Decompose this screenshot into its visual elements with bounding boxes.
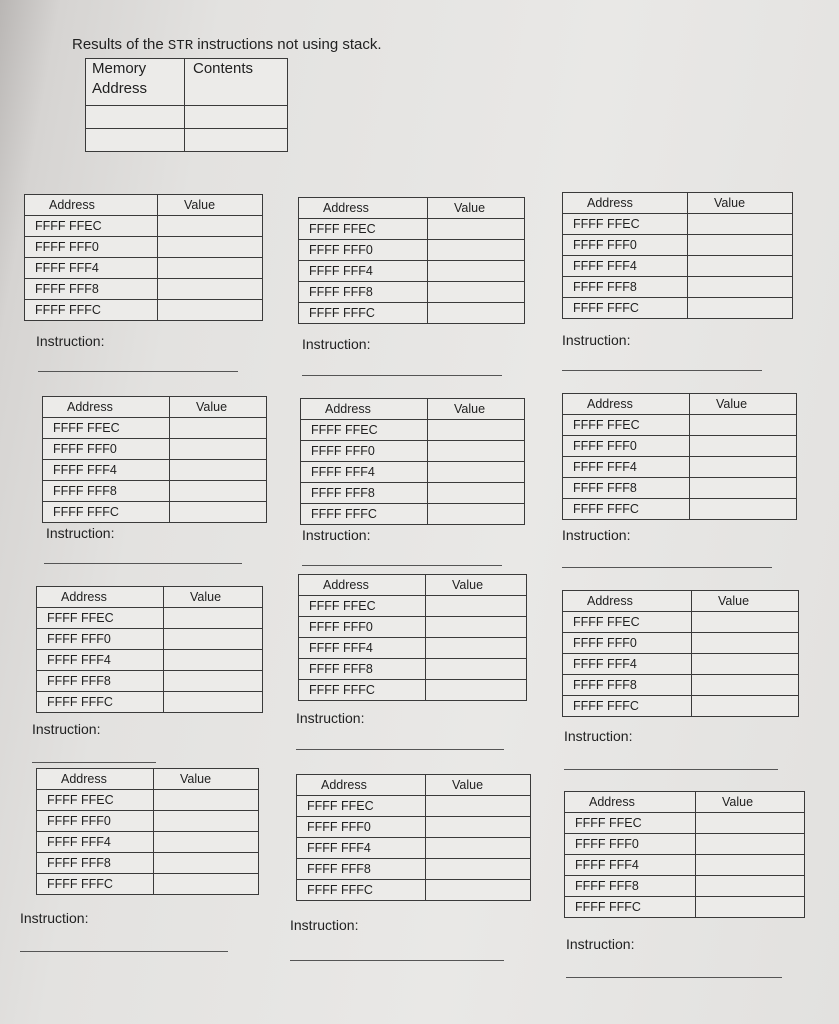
address-value-table-12 bbox=[564, 791, 805, 918]
instruction-answer-line[interactable] bbox=[566, 977, 782, 978]
address-header: Address bbox=[301, 399, 428, 420]
address-cell: FFFF FFFC bbox=[37, 692, 164, 713]
address-cell: FFFF FFEC bbox=[563, 415, 690, 436]
value-cell[interactable] bbox=[690, 436, 797, 457]
address-value-table-7 bbox=[36, 586, 263, 713]
instruction-answer-line[interactable] bbox=[44, 563, 242, 564]
address-cell: FFFF FFF8 bbox=[299, 282, 428, 303]
value-cell[interactable] bbox=[692, 612, 799, 633]
value-header: Value bbox=[170, 397, 267, 418]
page-heading: Results of the STR instructions not using stack. bbox=[72, 36, 382, 54]
address-value-table-10 bbox=[36, 768, 259, 895]
value-header: Value bbox=[164, 587, 263, 608]
instruction-label: Instruction: bbox=[296, 710, 365, 726]
value-cell[interactable] bbox=[426, 638, 527, 659]
value-cell[interactable] bbox=[696, 813, 805, 834]
value-cell[interactable] bbox=[170, 481, 267, 502]
address-cell: FFFF FFFC bbox=[563, 696, 692, 717]
address-header: Address bbox=[37, 587, 164, 608]
value-header: Value bbox=[426, 575, 527, 596]
value-cell[interactable] bbox=[426, 880, 531, 901]
address-cell: FFFF FFFC bbox=[299, 680, 426, 701]
address-header: Address bbox=[563, 591, 692, 612]
value-cell[interactable] bbox=[158, 237, 263, 258]
address-header: Address bbox=[563, 394, 690, 415]
value-cell[interactable] bbox=[426, 838, 531, 859]
instruction-answer-line[interactable] bbox=[38, 371, 238, 372]
value-header: Value bbox=[696, 792, 805, 813]
value-cell[interactable] bbox=[170, 439, 267, 460]
address-cell: FFFF FFF4 bbox=[563, 256, 688, 277]
address-cell: FFFF FFF4 bbox=[301, 462, 428, 483]
contents-header: Contents bbox=[185, 59, 288, 106]
address-cell: FFFF FFF4 bbox=[25, 258, 158, 279]
instruction-label: Instruction: bbox=[32, 721, 101, 737]
value-cell[interactable] bbox=[428, 420, 525, 441]
instruction-label: Instruction: bbox=[46, 525, 115, 541]
value-cell[interactable] bbox=[688, 277, 793, 298]
value-cell[interactable] bbox=[426, 859, 531, 880]
address-cell: FFFF FFFC bbox=[563, 499, 690, 520]
value-cell[interactable] bbox=[158, 258, 263, 279]
value-cell[interactable] bbox=[692, 654, 799, 675]
value-header: Value bbox=[690, 394, 797, 415]
address-header: Address bbox=[43, 397, 170, 418]
value-cell[interactable] bbox=[428, 261, 525, 282]
value-cell[interactable] bbox=[426, 817, 531, 838]
value-cell[interactable] bbox=[690, 499, 797, 520]
value-header: Value bbox=[154, 769, 259, 790]
address-cell: FFFF FFEC bbox=[301, 420, 428, 441]
value-cell[interactable] bbox=[692, 633, 799, 654]
address-header: Address bbox=[299, 198, 428, 219]
instruction-answer-line[interactable] bbox=[302, 375, 502, 376]
value-cell[interactable] bbox=[158, 279, 263, 300]
instruction-answer-line[interactable] bbox=[296, 749, 504, 750]
value-cell[interactable] bbox=[158, 300, 263, 321]
instruction-label: Instruction: bbox=[562, 527, 631, 543]
address-value-table-1 bbox=[24, 194, 263, 321]
address-cell: FFFF FFEC bbox=[297, 796, 426, 817]
address-cell: FFFF FFF0 bbox=[299, 617, 426, 638]
value-header: Value bbox=[158, 195, 263, 216]
value-cell[interactable] bbox=[158, 216, 263, 237]
address-cell: FFFF FFF8 bbox=[565, 876, 696, 897]
value-header: Value bbox=[688, 193, 793, 214]
address-cell: FFFF FFF4 bbox=[37, 650, 164, 671]
address-cell: FFFF FFF4 bbox=[37, 832, 154, 853]
address-cell: FFFF FFF0 bbox=[299, 240, 428, 261]
address-cell: FFFF FFF0 bbox=[43, 439, 170, 460]
instruction-answer-line[interactable] bbox=[302, 565, 502, 566]
value-cell[interactable] bbox=[164, 629, 263, 650]
address-cell: FFFF FFFC bbox=[25, 300, 158, 321]
instruction-label: Instruction: bbox=[562, 332, 631, 348]
value-cell[interactable] bbox=[426, 659, 527, 680]
value-cell[interactable] bbox=[170, 418, 267, 439]
value-cell[interactable] bbox=[688, 235, 793, 256]
address-cell: FFFF FFFC bbox=[565, 897, 696, 918]
value-header: Value bbox=[428, 198, 525, 219]
contents-cell[interactable] bbox=[185, 106, 288, 129]
address-cell: FFFF FFF0 bbox=[563, 235, 688, 256]
instruction-label: Instruction: bbox=[564, 728, 633, 744]
str-code: STR bbox=[167, 38, 194, 54]
address-cell: FFFF FFFC bbox=[43, 502, 170, 523]
value-cell[interactable] bbox=[696, 834, 805, 855]
address-cell: FFFF FFF0 bbox=[25, 237, 158, 258]
value-cell[interactable] bbox=[428, 240, 525, 261]
address-cell: FFFF FFEC bbox=[565, 813, 696, 834]
value-cell[interactable] bbox=[154, 832, 259, 853]
address-cell: FFFF FFEC bbox=[37, 790, 154, 811]
address-cell: FFFF FFF4 bbox=[43, 460, 170, 481]
address-value-table-11 bbox=[296, 774, 531, 901]
value-cell[interactable] bbox=[154, 811, 259, 832]
value-header: Value bbox=[692, 591, 799, 612]
address-cell: FFFF FFF0 bbox=[563, 633, 692, 654]
address-value-table-2 bbox=[298, 197, 525, 324]
instruction-answer-line[interactable] bbox=[562, 567, 772, 568]
value-cell[interactable] bbox=[426, 617, 527, 638]
value-cell[interactable] bbox=[164, 650, 263, 671]
address-cell: FFFF FFF0 bbox=[563, 436, 690, 457]
address-cell: FFFF FFF8 bbox=[37, 853, 154, 874]
address-cell: FFFF FFEC bbox=[299, 219, 428, 240]
instruction-answer-line[interactable] bbox=[290, 960, 504, 961]
address-value-table-9 bbox=[562, 590, 799, 717]
address-value-table-4 bbox=[42, 396, 267, 523]
address-cell: FFFF FFEC bbox=[563, 612, 692, 633]
value-cell[interactable] bbox=[428, 441, 525, 462]
address-cell: FFFF FFFC bbox=[563, 298, 688, 319]
address-cell: FFFF FFFC bbox=[37, 874, 154, 895]
value-cell[interactable] bbox=[692, 675, 799, 696]
address-cell: FFFF FFF0 bbox=[565, 834, 696, 855]
value-cell[interactable] bbox=[154, 874, 259, 895]
address-cell: FFFF FFF8 bbox=[563, 478, 690, 499]
address-header: Address bbox=[563, 193, 688, 214]
address-cell: FFFF FFF0 bbox=[297, 817, 426, 838]
address-cell: FFFF FFF8 bbox=[25, 279, 158, 300]
instruction-label: Instruction: bbox=[302, 336, 371, 352]
contents-cell[interactable] bbox=[185, 129, 288, 152]
value-cell[interactable] bbox=[690, 478, 797, 499]
value-header: Value bbox=[428, 399, 525, 420]
address-header: Address bbox=[37, 769, 154, 790]
address-cell: FFFF FFFC bbox=[301, 504, 428, 525]
value-cell[interactable] bbox=[428, 483, 525, 504]
address-cell: FFFF FFF0 bbox=[37, 629, 164, 650]
address-cell: FFFF FFF8 bbox=[43, 481, 170, 502]
address-cell: FFFF FFF4 bbox=[297, 838, 426, 859]
value-header: Value bbox=[426, 775, 531, 796]
address-cell: FFFF FFF8 bbox=[37, 671, 164, 692]
address-cell: FFFF FFEC bbox=[25, 216, 158, 237]
value-cell[interactable] bbox=[428, 504, 525, 525]
value-cell[interactable] bbox=[154, 853, 259, 874]
address-cell: FFFF FFF8 bbox=[563, 277, 688, 298]
value-cell[interactable] bbox=[690, 457, 797, 478]
instruction-answer-line[interactable] bbox=[564, 769, 778, 770]
address-cell: FFFF FFF0 bbox=[301, 441, 428, 462]
address-cell: FFFF FFF4 bbox=[565, 855, 696, 876]
value-cell[interactable] bbox=[154, 790, 259, 811]
address-cell: FFFF FFF8 bbox=[297, 859, 426, 880]
address-value-table-5 bbox=[300, 398, 525, 525]
value-cell[interactable] bbox=[426, 596, 527, 617]
address-value-table-6 bbox=[562, 393, 797, 520]
value-cell[interactable] bbox=[428, 303, 525, 324]
address-cell: FFFF FFF4 bbox=[299, 638, 426, 659]
address-cell: FFFF FFF4 bbox=[563, 457, 690, 478]
address-header: Address bbox=[299, 575, 426, 596]
value-cell[interactable] bbox=[170, 502, 267, 523]
address-cell: FFFF FFF8 bbox=[301, 483, 428, 504]
memory-cell[interactable] bbox=[86, 129, 185, 152]
address-cell: FFFF FFF4 bbox=[563, 654, 692, 675]
value-cell[interactable] bbox=[164, 692, 263, 713]
memory-cell[interactable] bbox=[86, 106, 185, 129]
address-header: Address bbox=[25, 195, 158, 216]
address-cell: FFFF FFF4 bbox=[299, 261, 428, 282]
value-cell[interactable] bbox=[688, 214, 793, 235]
value-cell[interactable] bbox=[426, 680, 527, 701]
address-cell: FFFF FFEC bbox=[299, 596, 426, 617]
value-cell[interactable] bbox=[696, 876, 805, 897]
value-cell[interactable] bbox=[428, 462, 525, 483]
instruction-label: Instruction: bbox=[20, 910, 89, 926]
address-cell: FFFF FFEC bbox=[43, 418, 170, 439]
instruction-answer-line[interactable] bbox=[20, 951, 228, 952]
value-cell[interactable] bbox=[428, 282, 525, 303]
value-cell[interactable] bbox=[690, 415, 797, 436]
address-cell: FFFF FFFC bbox=[297, 880, 426, 901]
value-cell[interactable] bbox=[696, 897, 805, 918]
address-cell: FFFF FFEC bbox=[563, 214, 688, 235]
address-value-table-3 bbox=[562, 192, 793, 319]
memory-address-header: Memory Address bbox=[86, 59, 185, 106]
address-cell: FFFF FFF0 bbox=[37, 811, 154, 832]
value-cell[interactable] bbox=[688, 298, 793, 319]
value-cell[interactable] bbox=[696, 855, 805, 876]
instruction-answer-line[interactable] bbox=[32, 762, 156, 763]
instruction-answer-line[interactable] bbox=[562, 370, 762, 371]
instruction-label: Instruction: bbox=[36, 333, 105, 349]
value-cell[interactable] bbox=[688, 256, 793, 277]
address-header: Address bbox=[297, 775, 426, 796]
instruction-label: Instruction: bbox=[566, 936, 635, 952]
instruction-label: Instruction: bbox=[290, 917, 359, 933]
value-cell[interactable] bbox=[164, 608, 263, 629]
instruction-label: Instruction: bbox=[302, 527, 371, 543]
value-cell[interactable] bbox=[164, 671, 263, 692]
address-cell: FFFF FFF8 bbox=[299, 659, 426, 680]
value-cell[interactable] bbox=[426, 796, 531, 817]
value-cell[interactable] bbox=[692, 696, 799, 717]
value-cell[interactable] bbox=[170, 460, 267, 481]
address-value-table-8 bbox=[298, 574, 527, 701]
address-cell: FFFF FFF8 bbox=[563, 675, 692, 696]
value-cell[interactable] bbox=[428, 219, 525, 240]
address-header: Address bbox=[565, 792, 696, 813]
address-cell: FFFF FFFC bbox=[299, 303, 428, 324]
address-cell: FFFF FFEC bbox=[37, 608, 164, 629]
memory-contents-table bbox=[85, 58, 288, 152]
